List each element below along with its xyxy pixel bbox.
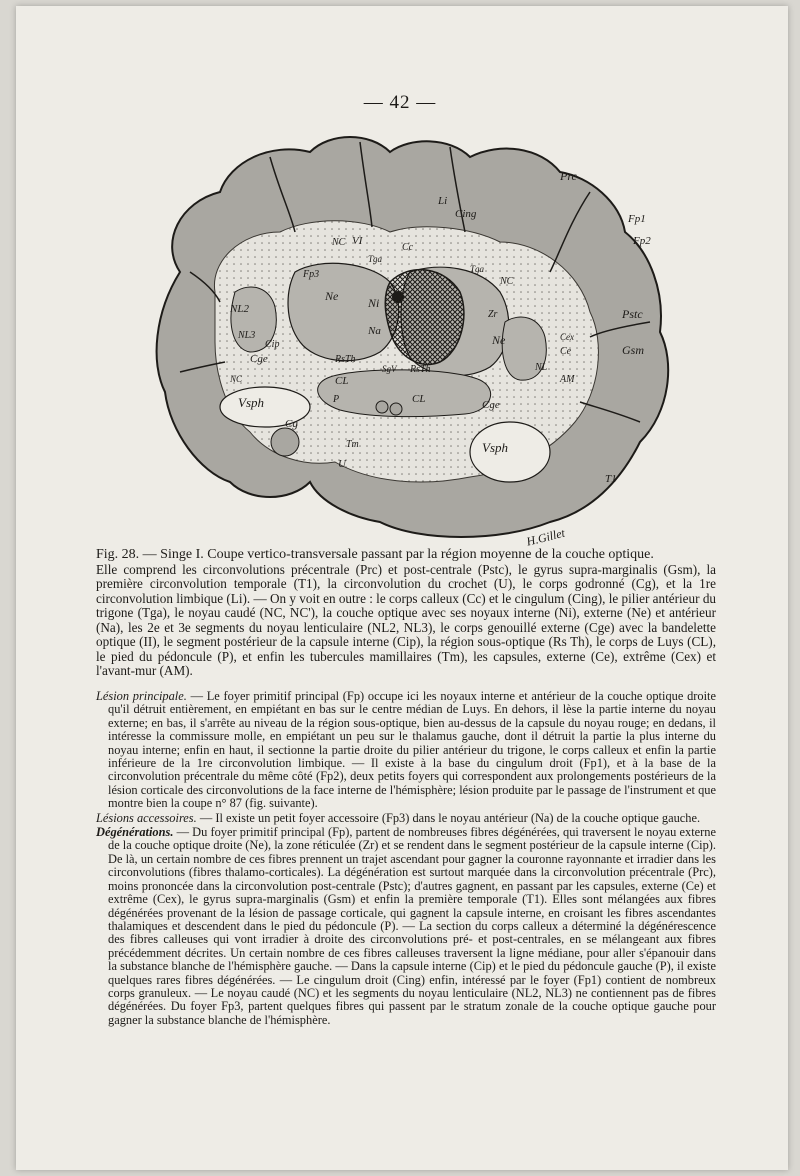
label-nc-prime: NC xyxy=(230,374,243,384)
label-nl-right: NL xyxy=(535,362,548,373)
label-fp2: Fp2 xyxy=(633,235,651,247)
caption-text: Elle comprend les circonvolutions précentrale (Prc) et post-centrale (Pstc), le gyrus supra-marginalis (Gsm), la première circonvolution temporale (T1), la circonvolution du crochet (U), le corps godronné (Cg), et la 1re circonvolution limbique (Li). — On y voit en outre : le corps calleux (Cc) et le cingulum (Cing), le pilier antérieur du trigone (Tga), le noyau caudé (NC, NC'), la couche optique avec ses noyaux interne (Ni), externe (Ne) et antérieur (Na), les 2e et 3e segments du noyau lenticulaire (NL2, NL3), le corps genouillé externe (Cge) avec la bandelette optique (II), le segment postérieur de la capsule interne (Cip), la région sous-optique (Rs Th), le corps de Luys (CL), le pied du pédoncule (P), et enfin les tubercules mamillaires (Tm), les capsules, externe (Ce), extrême (Cex) et l'avant-mur (AM). xyxy=(96,561,717,678)
label-tga-left: Tga xyxy=(368,254,383,264)
brain-section-figure xyxy=(120,122,690,552)
label-tga-right: Tga xyxy=(470,264,485,274)
label-cex: Cex xyxy=(560,332,574,342)
label-am: AM xyxy=(560,374,575,385)
label-vsph-right: Vsph xyxy=(482,440,508,455)
label-ne-left: Ne xyxy=(325,289,339,303)
label-li: Li xyxy=(438,195,448,207)
label-cc: Cc xyxy=(402,242,414,253)
page-number: — 42 — xyxy=(363,92,437,113)
section-degenerations xyxy=(96,826,716,1027)
figure-caption xyxy=(96,548,716,679)
section-label: Lésions accessoires. xyxy=(96,810,197,825)
label-rsth-left: RsTh xyxy=(335,354,356,365)
label-t1: T1 xyxy=(605,473,617,485)
label-cg: Cg xyxy=(285,418,298,430)
label-fp3: Fp3 xyxy=(303,269,320,280)
artist-signature: H.Gillet xyxy=(525,525,567,549)
label-cl-left: CL xyxy=(335,375,349,387)
accessory-lesion xyxy=(392,291,404,303)
label-nc-left: NC xyxy=(332,237,346,248)
label-ce: Ce xyxy=(560,346,572,357)
label-cip: Cip xyxy=(265,339,280,350)
label-p: P xyxy=(333,394,340,405)
label-nl3: NL3 xyxy=(238,330,256,341)
section-label: Dégénérations. xyxy=(96,825,174,840)
section-lesions-accessoires xyxy=(96,812,716,825)
label-cge-right: Cge xyxy=(482,399,500,411)
label-vsph-left: Vsph xyxy=(238,395,264,410)
label-cge-left: Cge xyxy=(250,353,268,365)
label-ne-right: Ne xyxy=(492,333,506,347)
label-zr: Zr xyxy=(488,309,498,320)
label-nc-right: NC xyxy=(500,276,514,287)
section-text: — Du foyer primitif principal (Fp), partent de nombreuses fibres dégénérées, qui traversent le noyau externe de la couche optique droite (Ne), la zone réticulée (Zr) et se rendent dans le segment postérieur de la capsule interne (Cip). De là, un certain nombre de ces fibres prennent un trajet ascendant pour gagner la couronne rayonnante et irradier dans les circonvolutions (fibres thalamo-corticales). La dégénération est surtout marquée dans la circonvolution précentrale (Prc), moins prononcée dans la circonvolution post-centrale (Pstc); d'autres gagnent, en passant par les capsules, externe (Ce) et extrême (Cex), le gyrus supra-marginalis (Gsm) et enfin la première temporale (T1). Elles sont mélangées aux fibres dégénérées provenant de la lésion de passage corticale, qui gagnent la capsule interne, en croisant les fibres ascendantes thalamiques et descendent dans le pied du pédoncule (P). — La section du corps calleux a déterminé la dégénérescence des fibres calleuses qui vont irradier à droite des circonvolutions pré- et post-centrales, en se mélangeant aux fibres précédemment décrites. Un certain nombre de ces fibres calleuses traversent la ligne médiane, pour aller s'épanouir dans la substance blanche de l'hémisphère gauche. — Dans la capsule interne (Cip) et le pied du pédoncule gauche (P), il existe quelques rares fibres dégénérées. — Le cingulum droit (Cing) enfin, intéressé par le foyer (Fp1) contient de nombreux corps granuleux. — Le noyau caudé (NC) et les segments du noyau lenticulaire (NL2, NL3) ne contiennent pas de fibres dégénérées. Du foyer Fp3, partent quelques fibres qui passent par le stratum zonale de la couche optique gauche pour gagner la substance blanche de l'hémisphère. xyxy=(108,825,716,1027)
label-cl-right: CL xyxy=(412,393,426,405)
caption-head: Fig. 28. — Singe I. Coupe vertico-transversale passant par la région moyenne de la couche optique. xyxy=(96,547,654,562)
body-text xyxy=(96,690,716,1028)
label-gsm: Gsm xyxy=(622,343,645,357)
label-vi: VI xyxy=(352,235,363,247)
label-rsth-right: RsTh xyxy=(410,364,431,375)
label-pstc: Pstc xyxy=(622,307,643,321)
section-text: — Le foyer primitif principal (Fp) occupe ici les noyaux interne et antérieur de la couche optique droite qu'il détruit entièrement, en empiétant en bas sur le centre médian de Luys. En dehors, il lèse la partie interne du noyau externe; en bas, il s'arrête au niveau de la région sous-optique, bien au-dessus de la capsule du noyau rouge; en dedans, il intéresse la commissure molle, en empiétant un peu sur le thalamus gauche, dont il détruit la partie la plus interne du noyau interne; enfin en haut, il sectionne la partie droite du pilier antérieur du trigone, le corps calleux et enfin la partie inférieure de la 1re circonvolution limbique. — Il existe à la base du cingulum droit (Fp1), et à la base de la circonvolution précentrale du même côté (Fp2), deux petits foyers qui correspondent aux prolongements postérieurs de la lésion corticale des circonvolutions de la face interne de l'hémisphère; lésion produite par le passage de l'instrument et que montre bien la coupe n° 87 (fig. suivante). xyxy=(108,689,716,811)
section-lesion-principale xyxy=(96,690,716,811)
label-na: Na xyxy=(368,325,381,337)
label-fp1: Fp1 xyxy=(628,213,646,225)
label-cing: Cing xyxy=(455,208,477,220)
label-nl2: NL2 xyxy=(230,303,249,315)
label-tm: Tm xyxy=(346,439,359,450)
label-u: U xyxy=(338,458,346,470)
brain-section-illustration xyxy=(120,122,690,552)
section-text: — Il existe un petit foyer accessoire (Fp3) dans le noyau antérieur (Na) de la couche optique gauche. xyxy=(199,810,701,825)
label-ni: Ni xyxy=(368,296,380,310)
label-prc: Prc xyxy=(560,169,577,183)
section-label: Lésion principale. xyxy=(96,689,187,703)
label-sgv: SgV xyxy=(382,364,397,374)
